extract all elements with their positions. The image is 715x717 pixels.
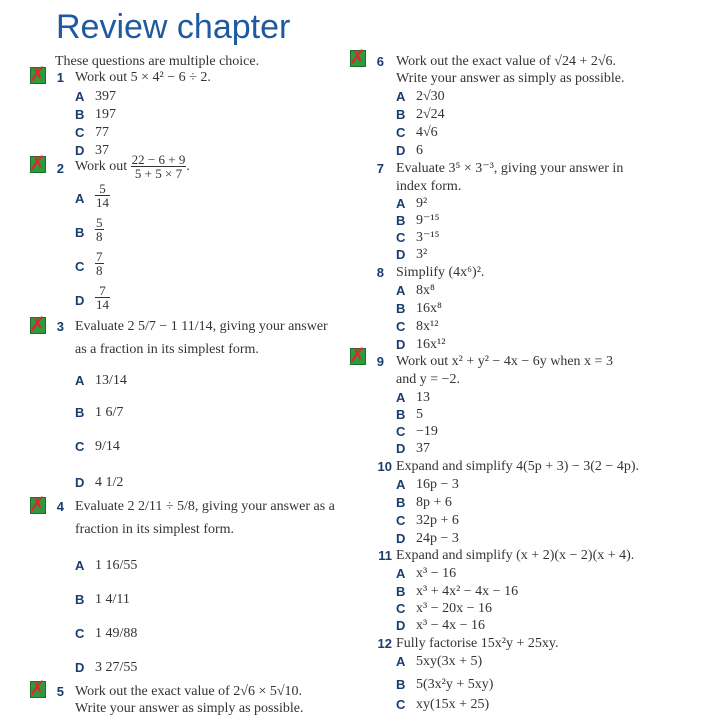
q9-option-b-letter: B — [396, 407, 406, 422]
q10-option-d[interactable]: 24p − 3 — [416, 531, 459, 546]
q1-option-c[interactable]: 77 — [95, 125, 109, 140]
q8-line1: Simplify (4x⁶)². — [396, 265, 485, 280]
q11-option-c[interactable]: x³ − 20x − 16 — [416, 601, 492, 616]
q8-number: 8 — [376, 265, 384, 280]
q1-number: 1 — [56, 70, 64, 85]
q7-option-a-letter: A — [396, 196, 406, 211]
q2-option-a[interactable] — [95, 182, 110, 209]
q8-option-b-letter: B — [396, 301, 406, 316]
q11-number: 11 — [378, 548, 392, 563]
q6-option-b-letter: B — [396, 107, 406, 122]
q7-number: 7 — [376, 161, 384, 176]
q2-c-den: 8 — [96, 263, 103, 278]
q3-option-c[interactable]: 9/14 — [95, 439, 120, 454]
q7-option-a[interactable]: 9² — [416, 196, 428, 211]
q6-option-d-letter: D — [396, 143, 406, 158]
q9-option-c-letter: C — [396, 424, 406, 439]
q9-line1: Work out x² + y² − 4x − 6y when x = 3 — [396, 354, 613, 369]
q4-option-b[interactable]: 1 4/11 — [95, 592, 130, 607]
q2-a-den: 14 — [96, 195, 109, 210]
q1-option-d[interactable]: 37 — [95, 143, 109, 158]
q12-option-b-letter: B — [396, 677, 406, 692]
q6-option-a[interactable]: 2√30 — [416, 89, 445, 104]
q6-line1: Work out the exact value of √24 + 2√6. — [396, 54, 617, 69]
q11-option-b[interactable]: x³ + 4x² − 4x − 16 — [416, 584, 519, 599]
wrong-mark-icon: ✗ — [29, 492, 46, 516]
q12-number: 12 — [377, 636, 392, 651]
q2-option-a-letter: A — [75, 191, 85, 206]
q7-option-b[interactable]: 9⁻¹⁵ — [416, 213, 440, 228]
q8-option-b[interactable]: 16x⁸ — [416, 301, 442, 316]
q6-line2: Write your answer as simply as possible. — [396, 71, 625, 86]
q5-number: 5 — [56, 684, 64, 699]
q12-option-b[interactable]: 5(3x²y + 5xy) — [416, 677, 494, 692]
q2-option-d-letter: D — [75, 293, 85, 308]
q9-option-d[interactable]: 37 — [416, 441, 430, 456]
q6-option-a-letter: A — [396, 89, 406, 104]
q1-option-a-letter: A — [75, 89, 85, 104]
q3-number: 3 — [56, 319, 64, 334]
q4-option-a-letter: A — [75, 558, 85, 573]
q2-text: Work out $\frac{22 - 6 + 9}{5 + 5 \times 7}$ . — [75, 152, 190, 182]
q11-option-a[interactable]: x³ − 16 — [416, 566, 457, 581]
q9-option-c[interactable]: −19 — [416, 424, 438, 439]
q7-option-c[interactable]: 3⁻¹⁵ — [416, 230, 440, 245]
q4-number: 4 — [56, 499, 64, 514]
q4-option-d[interactable]: 3 27/55 — [95, 660, 138, 675]
q3-option-a[interactable]: 13/14 — [95, 373, 127, 388]
q6-option-c[interactable]: 4√6 — [416, 125, 438, 140]
q4-option-c[interactable]: 1 49/88 — [95, 626, 138, 641]
q3-line2: as a fraction in its simplest form. — [75, 342, 259, 357]
q9-number: 9 — [376, 354, 384, 369]
q12-line1: Fully factorise 15x²y + 25xy. — [396, 636, 559, 651]
q1-option-c-letter: C — [75, 125, 85, 140]
q9-line2: and y = −2. — [396, 372, 461, 387]
q11-option-c-letter: C — [396, 601, 406, 616]
q4-option-c-letter: C — [75, 626, 85, 641]
q2-d-den: 14 — [96, 297, 109, 312]
q2-a-num: 5 — [95, 182, 110, 196]
q9-option-d-letter: D — [396, 441, 406, 456]
page-title: Review chapter — [56, 8, 291, 46]
wrong-mark-icon: ✗ — [29, 62, 46, 86]
q11-option-b-letter: B — [396, 584, 406, 599]
q10-option-b[interactable]: 8p + 6 — [416, 495, 452, 510]
wrong-mark-icon: ✗ — [349, 343, 366, 367]
q9-option-b[interactable]: 5 — [416, 407, 423, 422]
q10-option-a[interactable]: 16p − 3 — [416, 477, 459, 492]
q6-option-b[interactable]: 2√24 — [416, 107, 445, 122]
q12-option-a-letter: A — [396, 654, 406, 669]
q10-option-a-letter: A — [396, 477, 406, 492]
q10-option-b-letter: B — [396, 495, 406, 510]
q2-option-d[interactable] — [95, 284, 110, 311]
q6-number: 6 — [376, 54, 384, 69]
q4-line2: fraction in its simplest form. — [75, 522, 235, 537]
q12-option-a[interactable]: 5xy(3x + 5) — [416, 654, 483, 669]
q2-b-den: 8 — [96, 229, 103, 244]
q8-option-a[interactable]: 8x⁸ — [416, 283, 435, 298]
q2-prefix: Work out — [75, 159, 128, 174]
q2-d-num: 7 — [95, 284, 110, 298]
q3-option-d-letter: D — [75, 475, 85, 490]
q7-option-d[interactable]: 3² — [416, 247, 428, 262]
q2-numerator: 22 − 6 + 9 — [131, 152, 186, 168]
intro-text: These questions are multiple choice. — [55, 54, 260, 69]
q9-option-a-letter: A — [396, 390, 406, 405]
q2-c-num: 7 — [96, 249, 103, 264]
q11-option-d-letter: D — [396, 618, 406, 633]
wrong-mark-icon: ✗ — [29, 676, 46, 700]
q3-option-d[interactable]: 4 1/2 — [95, 475, 124, 490]
q2-number: 2 — [56, 161, 64, 176]
q12-option-c[interactable]: xy(15x + 25) — [416, 697, 490, 712]
q7-line1: Evaluate 3⁵ × 3⁻³, giving your answer in — [396, 161, 624, 176]
q3-option-b[interactable]: 1 6/7 — [95, 405, 124, 420]
q11-option-d[interactable]: x³ − 4x − 16 — [416, 618, 485, 633]
q8-option-d[interactable]: 16x¹² — [416, 337, 446, 352]
q7-option-c-letter: C — [396, 230, 406, 245]
q4-option-a[interactable]: 1 16/55 — [95, 558, 138, 573]
q2-option-c-letter: C — [75, 259, 85, 274]
q8-option-c[interactable]: 8x¹² — [416, 319, 439, 334]
q8-option-c-letter: C — [396, 319, 406, 334]
q1-text: Work out 5 × 4² − 6 ÷ 2. — [75, 70, 211, 85]
q10-option-c-letter: C — [396, 513, 406, 528]
q6-option-c-letter: C — [396, 125, 406, 140]
q7-line2: index form. — [396, 179, 462, 194]
q11-line1: Expand and simplify (x + 2)(x − 2)(x + 4). — [396, 548, 635, 563]
q1-option-d-letter: D — [75, 143, 85, 158]
q8-option-a-letter: A — [396, 283, 406, 298]
q5-line2: Write your answer as simply as possible. — [75, 701, 304, 716]
q8-option-d-letter: D — [396, 337, 406, 352]
q3-line1: Evaluate 2 5/7 − 1 11/14, giving your answer — [75, 319, 328, 334]
q3-option-b-letter: B — [75, 405, 85, 420]
q7-option-b-letter: B — [396, 213, 406, 228]
q3-option-c-letter: C — [75, 439, 85, 454]
q10-option-d-letter: D — [396, 531, 406, 546]
q9-option-a[interactable]: 13 — [416, 390, 430, 405]
q4-option-b-letter: B — [75, 592, 85, 607]
q12-option-c-letter: C — [396, 697, 406, 712]
wrong-mark-icon: ✗ — [349, 45, 366, 69]
q1-option-b-letter: B — [75, 107, 85, 122]
q10-line1: Expand and simplify 4(5p + 3) − 3(2 − 4p). — [396, 459, 639, 474]
q3-option-a-letter: A — [75, 373, 85, 388]
q2-option-b[interactable] — [95, 216, 104, 243]
q4-option-d-letter: D — [75, 660, 85, 675]
q6-option-d[interactable]: 6 — [416, 143, 423, 158]
q2-denominator: 5 + 5 × 7 — [134, 166, 183, 182]
q2-b-num: 5 — [96, 215, 103, 230]
q4-line1: Evaluate 2 2/11 ÷ 5/8, giving your answer as a — [75, 499, 335, 514]
q1-option-a[interactable]: 397 — [95, 89, 116, 104]
q5-line1: Work out the exact value of 2√6 × 5√10. — [75, 684, 303, 699]
q2-option-b-letter: B — [75, 225, 85, 240]
q7-option-d-letter: D — [396, 247, 406, 262]
q2-option-c[interactable] — [95, 250, 104, 277]
wrong-mark-icon: ✗ — [29, 151, 46, 175]
wrong-mark-icon: ✗ — [29, 312, 46, 336]
q10-number: 10 — [377, 459, 392, 474]
q1-option-b[interactable]: 197 — [95, 107, 116, 122]
q10-option-c[interactable]: 32p + 6 — [416, 513, 459, 528]
q11-option-a-letter: A — [396, 566, 406, 581]
